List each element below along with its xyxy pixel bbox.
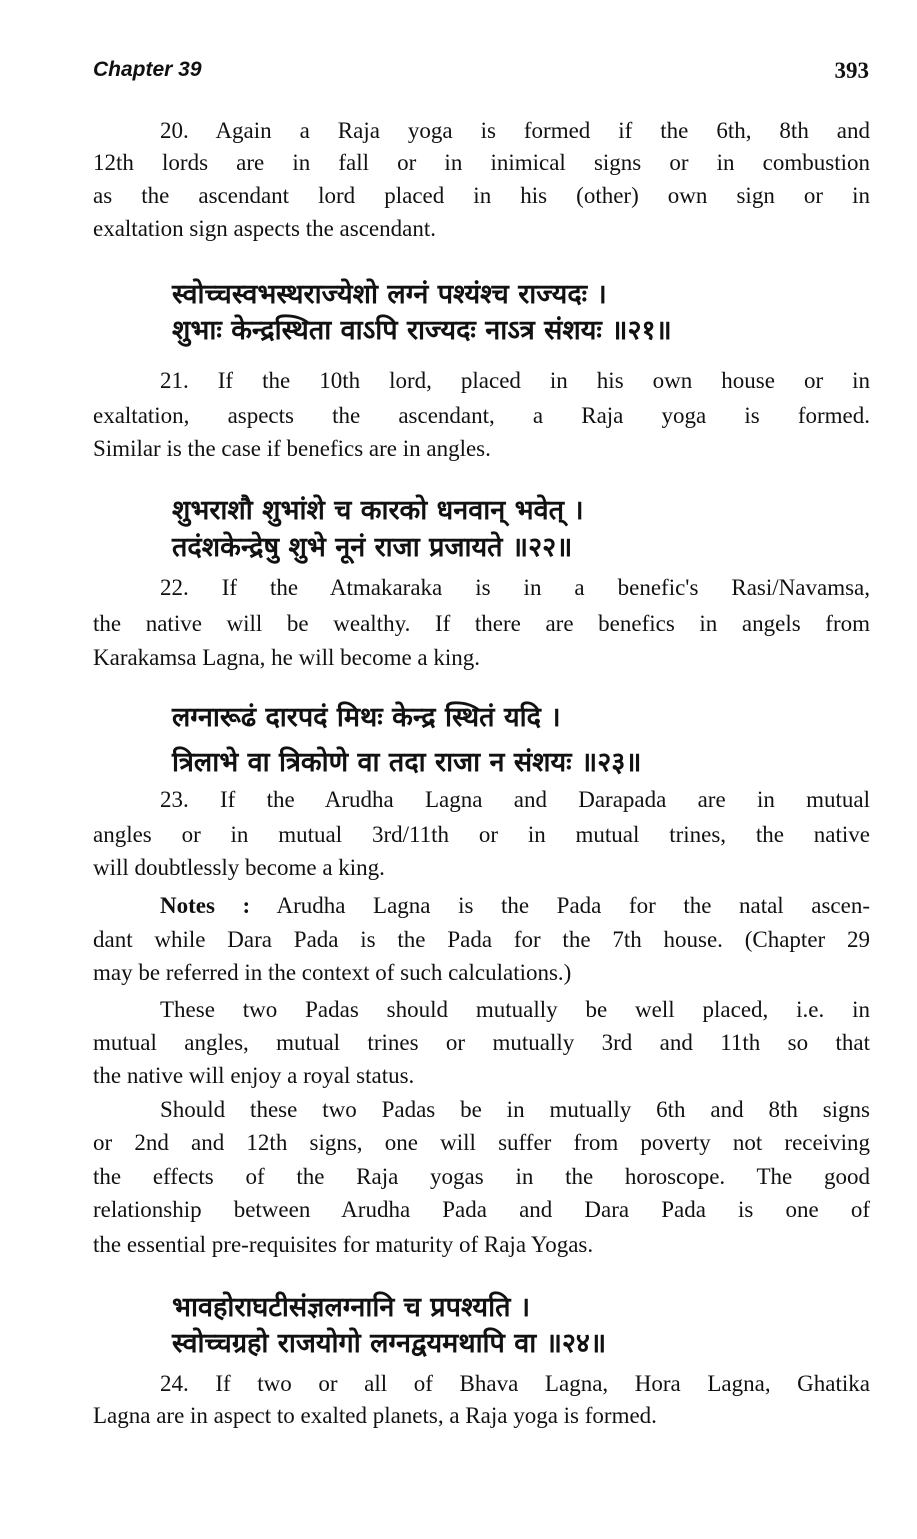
paragraph-line: 21. If the 10th lord, placed in his own house or in <box>160 368 870 393</box>
paragraph-line: 12th lords are in fall or in inimical signs or in combustion <box>93 150 870 175</box>
notes-label: Notes : <box>160 893 251 918</box>
paragraph-line: or 2nd and 12th signs, one will suffer from poverty not receiving <box>93 1130 870 1155</box>
paragraph-line: Karakamsa Lagna, he will become a king. <box>93 645 481 670</box>
paragraph-line: Similar is the case if benefics are in angles. <box>93 436 491 461</box>
paragraph-line: dant while Dara Pada is the Pada for the 7th house. (Chapter 29 <box>93 927 870 952</box>
chapter-heading: Chapter 39 <box>93 58 202 81</box>
paragraph-line: angles or in mutual 3rd/11th or in mutual trines, the native <box>93 822 870 847</box>
sanskrit-verse-line: भावहोराघटीसंज्ञलग्नानि च प्रपश्यति । <box>172 1292 531 1323</box>
paragraph-line: may be referred in the context of such calculations.) <box>93 960 572 985</box>
paragraph-line: relationship between Arudha Pada and Dara Pada is one of <box>93 1197 870 1222</box>
sanskrit-verse-line: तदंशकेन्द्रेषु शुभे नूनं राजा प्रजायते ॥२२॥ <box>172 532 573 563</box>
paragraph-line: the native will enjoy a royal status. <box>93 1063 415 1088</box>
notes-text: Arudha Lagna is the Pada for the natal ascen- <box>276 893 871 918</box>
paragraph-line: mutual angles, mutual trines or mutually 3rd and 11th so that <box>93 1030 870 1055</box>
paragraph-line: will doubtlessly become a king. <box>93 855 385 880</box>
paragraph-line: Should these two Padas be in mutually 6th and 8th signs <box>160 1097 870 1122</box>
paragraph-line: Lagna are in aspect to exalted planets, a Raja yoga is formed. <box>93 1403 657 1428</box>
paragraph-line: exaltation, aspects the ascendant, a Raja yoga is formed. <box>93 403 870 428</box>
sanskrit-verse-line: शुभाः केन्द्रस्थिता वाऽपि राज्यदः नाऽत्र संशयः ॥२१॥ <box>172 315 672 346</box>
sanskrit-verse-line: स्वोच्चस्वभस्थराज्येशो लग्नं पश्यंश्च राज्यदः । <box>172 279 607 310</box>
sanskrit-verse-line: शुभराशौ शुभांशे च कारको धनवान् भवेत् । <box>172 495 584 526</box>
paragraph-line: the essential pre-requisites for maturity of Raja Yogas. <box>93 1232 594 1257</box>
paragraph-line: as the ascendant lord placed in his (other) own sign or in <box>93 183 870 208</box>
paragraph-line: exaltation sign aspects the ascendant. <box>93 216 436 241</box>
sanskrit-verse-line: लग्नारूढं दारपदं मिथः केन्द्र स्थितं यदि । <box>172 702 561 733</box>
paragraph-line: 24. If two or all of Bhava Lagna, Hora Lagna, Ghatika <box>160 1371 870 1396</box>
paragraph-line: 20. Again a Raja yoga is formed if the 6th, 8th and <box>160 118 870 143</box>
paragraph-line: These two Padas should mutually be well placed, i.e. in <box>160 997 870 1022</box>
paragraph-line: the effects of the Raja yogas in the horoscope. The good <box>93 1164 870 1189</box>
page-number: 393 <box>834 58 869 83</box>
paragraph-line: 22. If the Atmakaraka is in a benefic's Rasi/Navamsa, <box>160 575 870 600</box>
paragraph-line <box>160 891 870 921</box>
paragraph-line: the native will be wealthy. If there are benefics in angels from <box>93 611 870 636</box>
paragraph-line: 23. If the Arudha Lagna and Darapada are in mutual <box>160 787 870 812</box>
sanskrit-verse-line: स्वोच्चग्रहो राजयोगो लग्नद्वयमथापि वा ॥२४॥ <box>172 1328 607 1359</box>
sanskrit-verse-line: त्रिलाभे वा त्रिकोणे वा तदा राजा न संशयः ॥२३॥ <box>172 747 642 778</box>
